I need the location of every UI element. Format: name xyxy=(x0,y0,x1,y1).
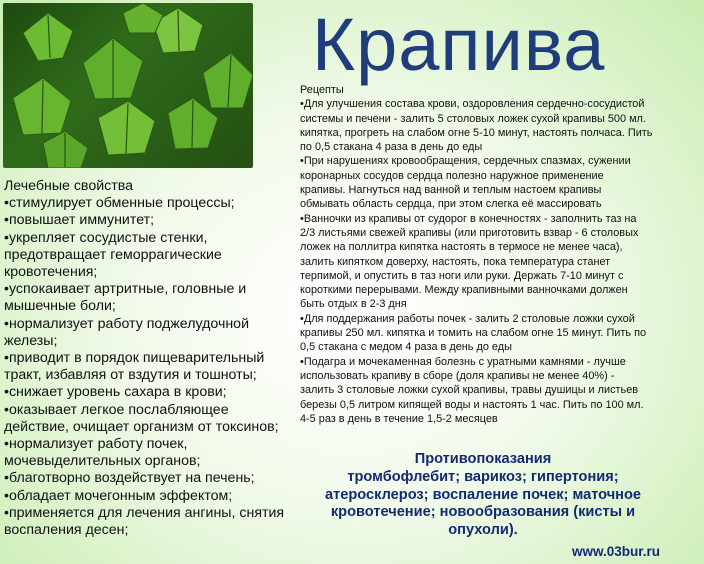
recipe-line: крапивы. Нагнуться над ванной и теплым настоем крапивы xyxy=(300,184,602,197)
recipe-line: системы и печени - залить 5 столовых ложек сухой крапивы 500 мл. xyxy=(300,112,646,125)
properties-heading: Лечебные свойства xyxy=(4,178,133,194)
recipe-line: залить 3 столовые ложки сухой крапивы, травы душицы и листьев xyxy=(300,384,639,397)
property-line: воспаления десен; xyxy=(4,522,129,539)
property-line: •оказывает легкое послабляющее xyxy=(4,401,229,418)
property-line: тракт, избавляя от вздутия и тошноты; xyxy=(4,367,257,384)
property-line: •применяется для лечения ангины, снятия xyxy=(4,504,285,521)
medicinal-properties xyxy=(4,178,308,539)
recipe-line: березы 0,5 литром кипящей воды и настоять 1 час. Пить по 100 мл. xyxy=(300,398,644,411)
recipe-line: 2/3 листьями свежей крапивы (или приготовить взвар - 6 столовых xyxy=(300,226,639,239)
recipe-line: кипятка, прогреть на слабом огне 5-10 минут, настоять полчаса. Пить xyxy=(300,126,653,139)
recipe-line: крапивы 250 мл. кипятка и томить на слабом огне 15 минут. Пить по xyxy=(300,327,647,340)
contraindication-line: опухоли). xyxy=(448,522,518,539)
property-line: •нормализует работу поджелудочной xyxy=(4,315,249,332)
contraindication-line: кровотечение; новообразования (кисты и xyxy=(330,504,636,521)
property-line: •укрепляет сосудистые стенки, xyxy=(4,229,208,246)
contraindication-line: тромбофлебит; варикоз; гипертония; xyxy=(347,468,619,485)
page-title: Крапива xyxy=(312,3,606,86)
recipe-line: коронарных сосудов сердца полезно наружное применение xyxy=(300,169,604,182)
property-line: мочевыделительных органов; xyxy=(4,453,201,470)
property-line: кровотечения; xyxy=(4,264,98,281)
property-line: мышечные боли; xyxy=(4,298,116,315)
recipe-line: 4-5 раз в день в течение 1,5-2 месяцев xyxy=(300,412,498,425)
recipe-line: •При нарушениях кровообращения, сердечных спазмах, сужении xyxy=(300,155,631,168)
nettle-photo xyxy=(3,3,253,168)
property-line: •обладает мочегонным эффектом; xyxy=(4,487,233,504)
recipe-line: 0,5 стакана с медом 4 раза в день до еды xyxy=(300,341,512,354)
property-line: •стимулирует обменные процессы; xyxy=(4,195,235,212)
recipe-line: •Ванночки из крапивы от судорог в конечностях - заполнить таз на xyxy=(300,212,637,225)
contraindication-line: атеросклероз; воспаление почек; маточное xyxy=(324,486,642,503)
property-line: железы; xyxy=(4,332,58,349)
property-line: •благотворно воздействует на печень; xyxy=(4,470,255,487)
property-line: действие, очищает организм от токсинов; xyxy=(4,418,279,435)
recipe-line: быть отдых в 2-3 дня xyxy=(300,298,407,311)
recipe-line: залить кипятком доверху, настоять, пока температура станет xyxy=(300,255,611,268)
recipe-line: •Подагра и мочекаменная болезнь с уратными камнями - лучше xyxy=(300,355,626,368)
property-line: •снижает уровень сахара в крови; xyxy=(4,384,227,401)
contraindications xyxy=(313,451,653,540)
recipe-line: •Для улучшения состава крови, оздоровления сердечно-сосудистой xyxy=(300,98,645,111)
website-link[interactable]: www.03bur.ru xyxy=(572,544,661,559)
property-line: •успокаивает артритные, головные и xyxy=(4,281,247,298)
property-line: предотвращает геморрагические xyxy=(4,246,222,263)
recipe-line: обмывать область сердца, при этом слегка её массировать xyxy=(300,198,602,211)
recipe-line: терпимой, и опустить в таз ноги или руки. Держать 7-10 минут с xyxy=(300,269,624,282)
property-line: •повышает иммунитет; xyxy=(4,212,155,229)
recipe-line: использовать крапиву в сборе (доля крапивы не менее 40%) - xyxy=(300,369,615,382)
recipe-line: по 0,5 стакана 4 раза в день до еды xyxy=(300,141,483,154)
recipes-heading: Рецепты xyxy=(300,84,344,96)
recipe-line: •Для поддержания работы почек - залить 2 столовые ложки сухой xyxy=(300,312,635,325)
recipe-line: короткими перерывами. Между крапивными ванночками должен xyxy=(300,284,628,297)
recipes-section xyxy=(300,83,702,426)
property-line: •нормализует работу почек, xyxy=(4,436,188,453)
recipe-line: ложек на поллитра кипятка настоять в термосе не менее часа), xyxy=(300,241,623,254)
contraindications-heading: Противопоказания xyxy=(414,451,552,467)
property-line: •приводит в порядок пищеварительный xyxy=(4,350,265,367)
